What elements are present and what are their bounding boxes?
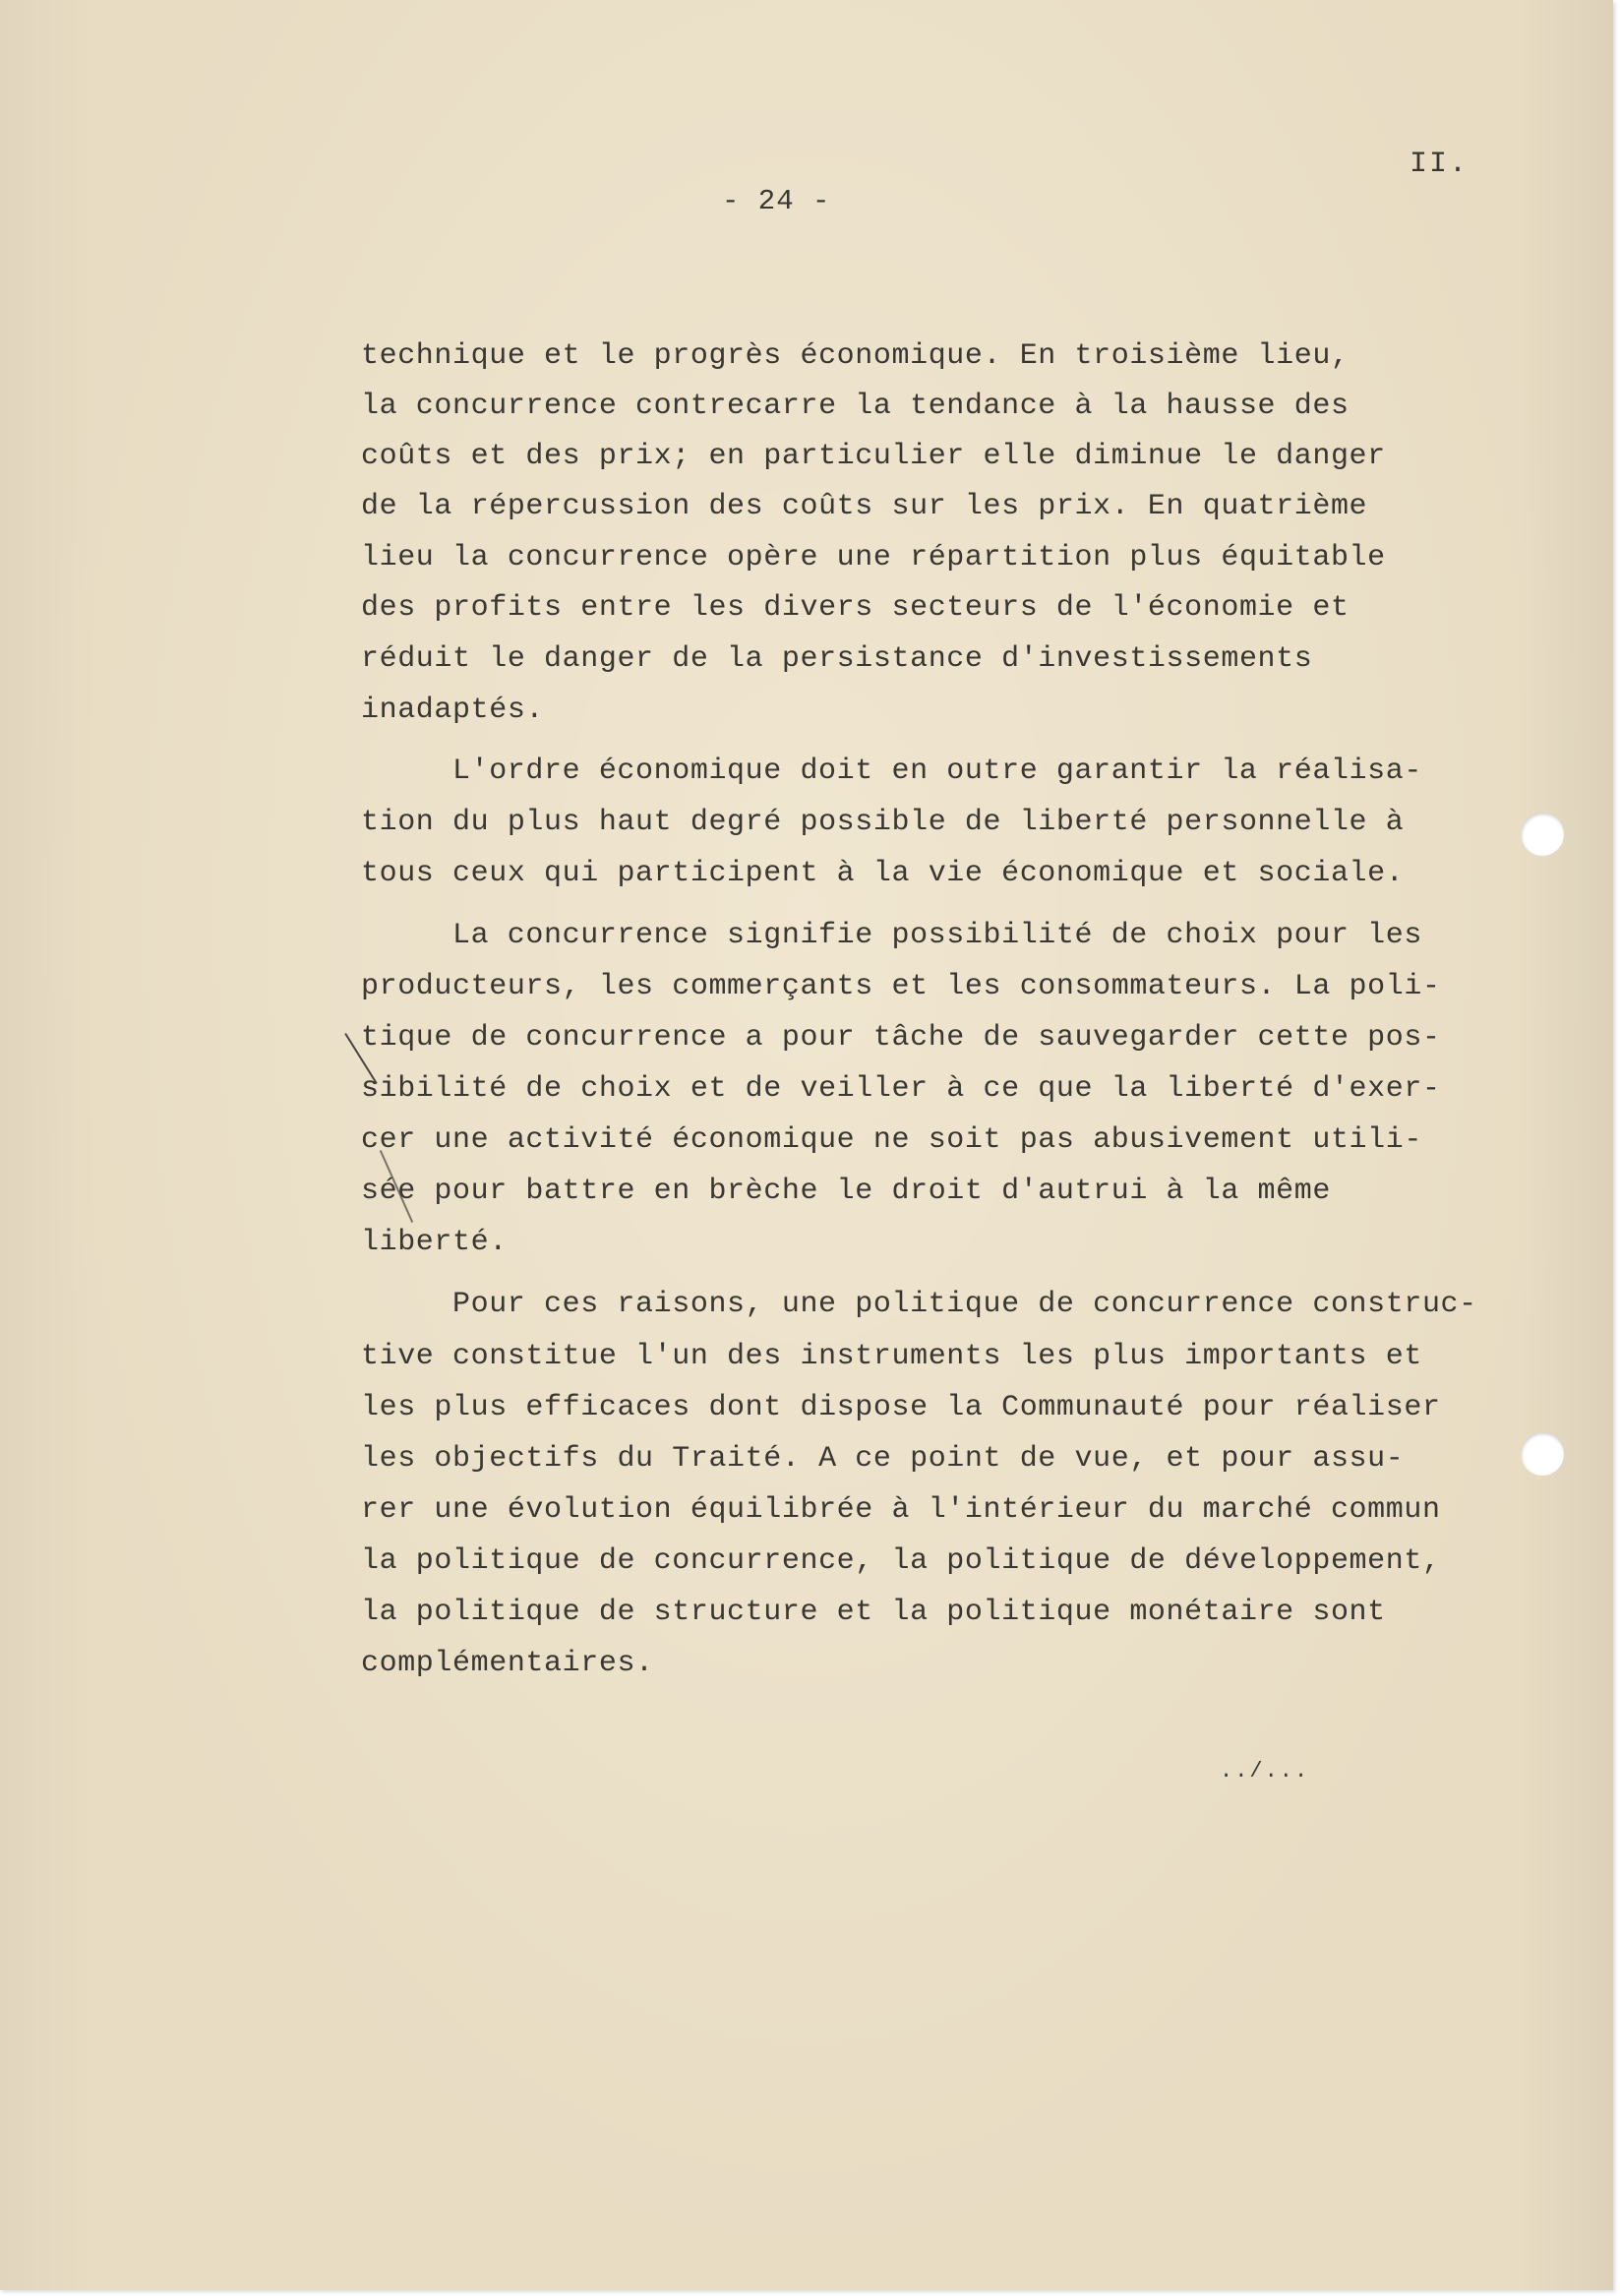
text-line: cer une activité économique ne soit pas abusivement utili-	[361, 1123, 1422, 1157]
text-line: de la répercussion des coûts sur les prix. En quatrième	[361, 490, 1368, 523]
text-line: producteurs, les commerçants et les consommateurs. La poli-	[361, 970, 1441, 1003]
text-line: réduit le danger de la persistance d'investissements	[361, 642, 1313, 676]
text-line: les plus efficaces dont dispose la Communauté pour réaliser	[361, 1391, 1441, 1424]
text-line: coûts et des prix; en particulier elle diminue le danger	[361, 440, 1386, 473]
text-line: tion du plus haut degré possible de liberté personnelle à	[361, 806, 1405, 839]
text-line: tous ceux qui participent à la vie économique et sociale.	[361, 857, 1405, 890]
text-line: La concurrence signifie possibilité de choix pour les	[452, 919, 1422, 952]
text-line: L'ordre économique doit en outre garantir la réalisa-	[452, 755, 1422, 788]
text-line: sée pour battre en brèche le droit d'autrui à la même	[361, 1175, 1331, 1208]
text-line: tique de concurrence a pour tâche de sauvegarder cette pos-	[361, 1021, 1441, 1055]
text-line: inadaptés.	[361, 694, 545, 727]
text-line: la politique de structure et la politique monétaire sont	[361, 1596, 1386, 1629]
punch-hole	[1521, 1432, 1564, 1476]
punch-hole	[1521, 813, 1564, 856]
text-line: la concurrence contrecarre la tendance à la hausse des	[361, 390, 1350, 423]
text-line: sibilité de choix et de veiller à ce que la liberté d'exer-	[361, 1072, 1441, 1106]
text-line: lieu la concurrence opère une répartition plus équitable	[361, 541, 1386, 574]
text-line: technique et le progrès économique. En troisième lieu,	[361, 339, 1350, 373]
text-line: liberté.	[361, 1226, 508, 1259]
page-code: II.	[1410, 148, 1470, 181]
text-line: complémentaires.	[361, 1647, 654, 1680]
continuation-mark: ../...	[1220, 1759, 1310, 1783]
text-line: les objectifs du Traité. A ce point de vue, et pour assu-	[361, 1442, 1405, 1476]
text-line: des profits entre les divers secteurs de l'économie et	[361, 591, 1350, 625]
text-line: rer une évolution équilibrée à l'intérieur du marché commun	[361, 1493, 1441, 1527]
text-line: tive constitue l'un des instruments les plus importants et	[361, 1340, 1422, 1373]
page-number: - 24 -	[722, 185, 831, 217]
text-line: la politique de concurrence, la politique de développement,	[361, 1544, 1441, 1578]
text-line: Pour ces raisons, une politique de concurrence construc-	[452, 1288, 1477, 1321]
